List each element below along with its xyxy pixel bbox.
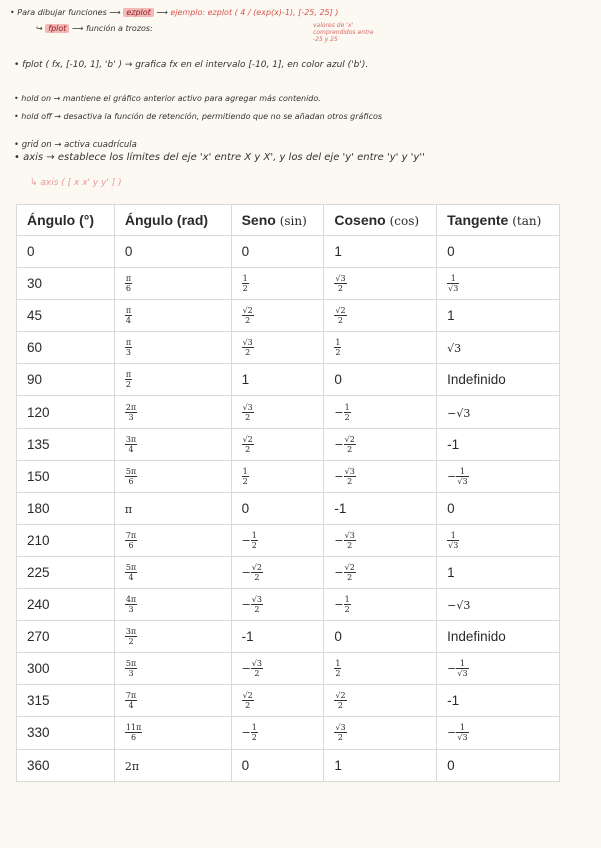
cell-rad: $\frac{11\pi}{6}$ <box>114 717 231 749</box>
cell-sin: 0 <box>231 492 324 524</box>
ezplot-example: ejemplo: ezplot ( 4 / (exp(x)-1), [-25, 25] ) <box>170 8 339 17</box>
cell-sin: $\frac{√2}{2}$ <box>231 428 324 460</box>
cell-tan: Indefinido <box>437 621 560 653</box>
cell-tan: Indefinido <box>437 364 560 396</box>
cell-rad: $\frac{3\pi}{2}$ <box>114 621 231 653</box>
table-row <box>17 749 560 781</box>
header-cos: Coseno (cos) <box>324 205 437 236</box>
cell-rad: $\frac{2\pi}{3}$ <box>114 396 231 428</box>
cell-tan: − $\frac{1}{√3}$ <box>437 653 560 685</box>
note-fplot-usage: • fplot ( fx, [-10, 1], 'b' ) → grafica fx en el intervalo [-10, 1], en color azul ('b'). <box>14 60 369 70</box>
table-header-row <box>17 205 560 236</box>
cell-tan: $\frac{1}{√3}$ <box>437 524 560 556</box>
cell-cos: 1 <box>324 749 437 781</box>
cell-cos: 0 <box>324 364 437 396</box>
cell-rad: π <box>114 492 231 524</box>
cell-deg: 135 <box>17 428 115 460</box>
cell-rad: 2π <box>114 749 231 781</box>
cell-deg: 240 <box>17 589 115 621</box>
cell-rad: $\frac{5\pi}{6}$ <box>114 460 231 492</box>
handwritten-notes <box>0 0 601 200</box>
cell-sin: $\frac{√2}{2}$ <box>231 685 324 717</box>
cell-sin: $\frac{1}{2}$ <box>231 460 324 492</box>
note-hold-on: • hold on → mantiene el gráfico anterior activo para agregar más contenido. <box>14 94 321 103</box>
cell-cos: $\frac{√3}{2}$ <box>324 268 437 300</box>
cell-rad: $\frac{\pi}{2}$ <box>114 364 231 396</box>
cell-cos: − $\frac{1}{2}$ <box>324 396 437 428</box>
cell-sin: 1 <box>231 364 324 396</box>
cell-deg: 300 <box>17 653 115 685</box>
table-row <box>17 492 560 524</box>
cell-sin: − $\frac{1}{2}$ <box>231 717 324 749</box>
cell-tan: √3 <box>437 332 560 364</box>
cell-cos: $\frac{1}{2}$ <box>324 653 437 685</box>
cell-cos: 0 <box>324 621 437 653</box>
cell-cos: − $\frac{√2}{2}$ <box>324 428 437 460</box>
ezplot-highlight: ezplot <box>123 8 153 17</box>
cell-tan: -1 <box>437 428 560 460</box>
cell-sin: $\frac{√3}{2}$ <box>231 332 324 364</box>
cell-rad: $\frac{7\pi}{4}$ <box>114 685 231 717</box>
cell-cos: $\frac{√2}{2}$ <box>324 300 437 332</box>
table-row <box>17 332 560 364</box>
cell-sin: − $\frac{1}{2}$ <box>231 524 324 556</box>
cell-deg: 180 <box>17 492 115 524</box>
cell-deg: 0 <box>17 236 115 268</box>
table-row <box>17 685 560 717</box>
cell-tan: 1 <box>437 556 560 588</box>
cell-sin: 0 <box>231 749 324 781</box>
cell-cos: − $\frac{√3}{2}$ <box>324 460 437 492</box>
table-row <box>17 364 560 396</box>
cell-tan: − $\frac{1}{√3}$ <box>437 717 560 749</box>
header-angle-rad: Ángulo (rad) <box>114 205 231 236</box>
fplot-highlight: fplot <box>45 24 69 33</box>
cell-rad: $\frac{\pi}{6}$ <box>114 268 231 300</box>
cell-cos: $\frac{√2}{2}$ <box>324 685 437 717</box>
note-text: • Para dibujar funciones <box>10 8 107 17</box>
cell-rad: $\frac{4\pi}{3}$ <box>114 589 231 621</box>
cell-sin: − $\frac{√3}{2}$ <box>231 653 324 685</box>
cell-deg: 90 <box>17 364 115 396</box>
cell-sin: 0 <box>231 236 324 268</box>
table-row <box>17 621 560 653</box>
table-row <box>17 524 560 556</box>
table-row <box>17 653 560 685</box>
cell-cos: $\frac{√3}{2}$ <box>324 717 437 749</box>
note-hold-off: • hold off → desactiva la función de retención, permitiendo que no se añadan otros gráficos <box>14 112 383 121</box>
cell-tan: 1 <box>437 300 560 332</box>
cell-sin: -1 <box>231 621 324 653</box>
header-sin: Seno (sin) <box>231 205 324 236</box>
cell-rad: $\frac{5\pi}{4}$ <box>114 556 231 588</box>
note-fplot: ↪ fplot ⟶ función a trozos: <box>36 24 153 33</box>
cell-deg: 30 <box>17 268 115 300</box>
header-angle-deg: Ángulo (°) <box>17 205 115 236</box>
cell-rad: $\frac{\pi}{4}$ <box>114 300 231 332</box>
cell-tan: −√3 <box>437 589 560 621</box>
trig-table <box>16 204 560 782</box>
cell-sin: $\frac{1}{2}$ <box>231 268 324 300</box>
cell-tan: -1 <box>437 685 560 717</box>
table-row <box>17 460 560 492</box>
cell-cos: − $\frac{√3}{2}$ <box>324 524 437 556</box>
note-ezplot: • Para dibujar funciones ⟶ ezplot ⟶ ejemplo: ezplot ( 4 / (exp(x)-1), [-25, 25] ) <box>10 8 339 17</box>
table-row <box>17 236 560 268</box>
cell-tan: $\frac{1}{√3}$ <box>437 268 560 300</box>
cell-deg: 315 <box>17 685 115 717</box>
table-row <box>17 396 560 428</box>
cell-deg: 45 <box>17 300 115 332</box>
cell-cos: 1 <box>324 236 437 268</box>
cell-rad: $\frac{7\pi}{6}$ <box>114 524 231 556</box>
table-row <box>17 428 560 460</box>
note-grid-on: • grid on → activa cuadrícula <box>14 140 137 150</box>
cell-sin: $\frac{√2}{2}$ <box>231 300 324 332</box>
cell-tan: 0 <box>437 749 560 781</box>
cell-deg: 210 <box>17 524 115 556</box>
cell-cos: − $\frac{√2}{2}$ <box>324 556 437 588</box>
note-text: función a trozos: <box>85 24 153 33</box>
ezplot-range-note: valores de 'x' comprendidos entre -25 y 25 <box>313 22 374 43</box>
cell-tan: − $\frac{1}{√3}$ <box>437 460 560 492</box>
cell-cos: $\frac{1}{2}$ <box>324 332 437 364</box>
cell-tan: 0 <box>437 492 560 524</box>
cell-rad: $\frac{3\pi}{4}$ <box>114 428 231 460</box>
cell-deg: 270 <box>17 621 115 653</box>
cell-sin: − $\frac{√3}{2}$ <box>231 589 324 621</box>
cell-tan: −√3 <box>437 396 560 428</box>
cell-deg: 120 <box>17 396 115 428</box>
cell-deg: 330 <box>17 717 115 749</box>
table-row <box>17 589 560 621</box>
cell-sin: $\frac{√3}{2}$ <box>231 396 324 428</box>
header-tan: Tangente (tan) <box>437 205 560 236</box>
note-axis-syntax: ↳ axis ( [ x x' y y' ] ) <box>30 178 122 188</box>
cell-deg: 150 <box>17 460 115 492</box>
cell-rad: 0 <box>114 236 231 268</box>
table-row <box>17 556 560 588</box>
note-axis: • axis → establece los límites del eje 'x' entre X y X', y los del eje 'y' entre 'y' y 'y'' <box>14 152 425 163</box>
cell-sin: − $\frac{√2}{2}$ <box>231 556 324 588</box>
cell-cos: -1 <box>324 492 437 524</box>
cell-deg: 360 <box>17 749 115 781</box>
table-row <box>17 268 560 300</box>
cell-tan: 0 <box>437 236 560 268</box>
cell-rad: $\frac{\pi}{3}$ <box>114 332 231 364</box>
cell-deg: 60 <box>17 332 115 364</box>
table-row <box>17 300 560 332</box>
table-row <box>17 717 560 749</box>
cell-deg: 225 <box>17 556 115 588</box>
cell-rad: $\frac{5\pi}{3}$ <box>114 653 231 685</box>
cell-cos: − $\frac{1}{2}$ <box>324 589 437 621</box>
